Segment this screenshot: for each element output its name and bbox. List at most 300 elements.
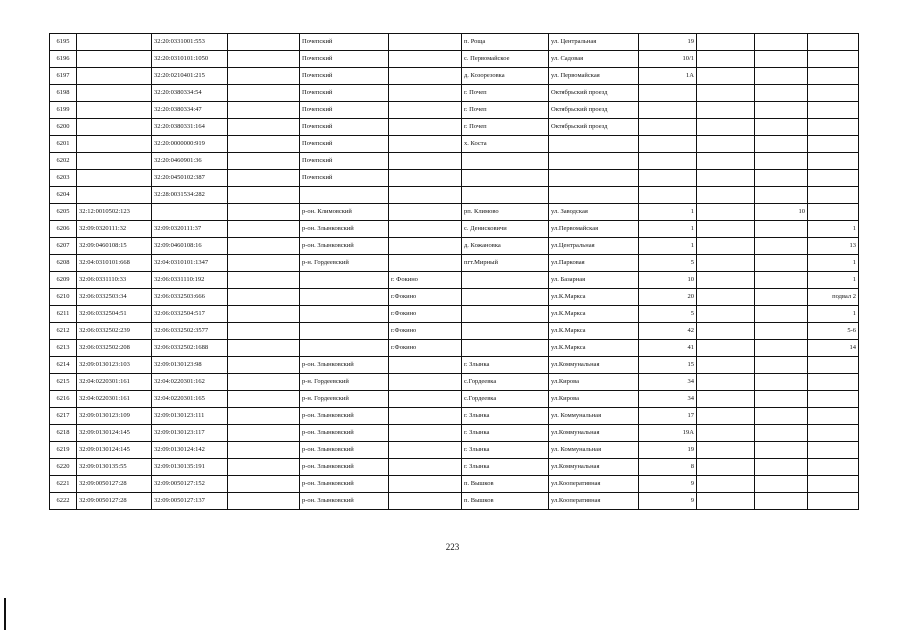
table-row [50,51,859,68]
building-cell [697,459,755,476]
table-row [50,187,859,204]
city-cell [389,408,462,425]
city-cell [389,51,462,68]
settlement-cell: п. Вышков [462,476,549,493]
city-cell [389,68,462,85]
house-number-cell: 10 [639,272,697,289]
house-number-cell [639,170,697,187]
building-cell [697,153,755,170]
district-cell: р-он. Климовский [300,204,389,221]
settlement-cell: с.Гордеевка [462,391,549,408]
city-cell [389,442,462,459]
table-row [50,340,859,357]
table-row [50,153,859,170]
structure-cell [755,34,808,51]
row-number-cell: 6221 [50,476,77,493]
row-number-cell: 6197 [50,68,77,85]
house-number-cell: 5 [639,306,697,323]
house-number-cell [639,85,697,102]
apartment-cell [808,425,859,442]
street-cell: ул. Базарная [549,272,639,289]
row-number-cell: 6212 [50,323,77,340]
street-cell: ул.Коммунальная [549,459,639,476]
structure-cell [755,459,808,476]
city-cell [389,391,462,408]
apartment-cell [808,374,859,391]
empty-cell [228,204,300,221]
district-cell: р-он. Злынковский [300,442,389,459]
empty-cell [228,51,300,68]
street-cell: ул. Заводская [549,204,639,221]
empty-cell [228,408,300,425]
table-row [50,425,859,442]
table-row [50,170,859,187]
apartment-cell [808,68,859,85]
street-cell: ул.Кооперативная [549,476,639,493]
settlement-cell [462,170,549,187]
district-cell [300,306,389,323]
empty-cell [228,476,300,493]
row-number-cell: 6219 [50,442,77,459]
table-row [50,323,859,340]
street-cell: ул.К.Маркса [549,323,639,340]
page-number: 223 [445,542,460,552]
cadastral-number-cell: 32:09:0130124:145 [77,425,152,442]
empty-cell [228,306,300,323]
building-cell [697,187,755,204]
district-cell: р-он. Злынковский [300,459,389,476]
street-cell: ул. Первомайская [549,68,639,85]
structure-cell [755,289,808,306]
table-row [50,476,859,493]
house-number-cell [639,102,697,119]
settlement-cell: д. Кожановка [462,238,549,255]
object-cadastral-number-cell: 32:04:0310101:1347 [152,255,228,272]
cadastral-number-cell: 32:06:0332504:51 [77,306,152,323]
city-cell [389,459,462,476]
structure-cell [755,51,808,68]
district-cell: Почепский [300,85,389,102]
city-cell: г. Фокино [389,272,462,289]
house-number-cell: 1 [639,221,697,238]
settlement-cell [462,187,549,204]
table-row [50,255,859,272]
building-cell [697,238,755,255]
apartment-cell: 1 [808,255,859,272]
row-number-cell: 6202 [50,153,77,170]
street-cell: ул. Садовая [549,51,639,68]
district-cell: р-н. Гордеевский [300,374,389,391]
table-row [50,85,859,102]
structure-cell [755,221,808,238]
house-number-cell: 15 [639,357,697,374]
structure-cell [755,272,808,289]
apartment-cell [808,187,859,204]
city-cell [389,357,462,374]
cadastral-number-cell: 32:09:0130123:103 [77,357,152,374]
row-number-cell: 6206 [50,221,77,238]
settlement-cell: г. Почеп [462,85,549,102]
house-number-cell [639,119,697,136]
settlement-cell [462,306,549,323]
object-cadastral-number-cell: 32:09:0130135:191 [152,459,228,476]
empty-cell [228,357,300,374]
empty-cell [228,459,300,476]
settlement-cell: г. Злынка [462,357,549,374]
object-cadastral-number-cell: 32:06:0332503:666 [152,289,228,306]
street-cell: ул.К.Маркса [549,306,639,323]
object-cadastral-number-cell: 32:28:0031534:282 [152,187,228,204]
city-cell [389,374,462,391]
structure-cell [755,340,808,357]
row-number-cell: 6196 [50,51,77,68]
settlement-cell: г. Злынка [462,425,549,442]
street-cell: ул.Парковая [549,255,639,272]
district-cell: р-он. Злынковский [300,476,389,493]
structure-cell [755,102,808,119]
apartment-cell [808,85,859,102]
street-cell: ул.Кирова [549,391,639,408]
cadastral-number-cell: 32:06:0331110:33 [77,272,152,289]
row-number-cell: 6205 [50,204,77,221]
table-row [50,119,859,136]
district-cell: Почепский [300,153,389,170]
empty-cell [228,425,300,442]
settlement-cell: с. Первомайское [462,51,549,68]
table-row [50,391,859,408]
empty-cell [228,85,300,102]
city-cell [389,425,462,442]
city-cell [389,136,462,153]
cadastral-number-cell: 32:04:0220301:161 [77,374,152,391]
cadastral-number-cell: 32:09:0130135:55 [77,459,152,476]
apartment-cell [808,119,859,136]
apartment-cell: 1 [808,306,859,323]
district-cell: Почепский [300,68,389,85]
apartment-cell [808,51,859,68]
house-number-cell: 17 [639,408,697,425]
street-cell: ул. Коммунальная [549,442,639,459]
table-row [50,221,859,238]
table-row [50,204,859,221]
cadastral-number-cell [77,51,152,68]
structure-cell [755,170,808,187]
city-cell [389,221,462,238]
structure-cell [755,85,808,102]
district-cell: Почепский [300,34,389,51]
house-number-cell: 1 [639,238,697,255]
building-cell [697,323,755,340]
apartment-cell [808,136,859,153]
cadastral-number-cell: 32:09:0320111:32 [77,221,152,238]
house-number-cell: 34 [639,391,697,408]
cadastral-number-cell: 32:04:0310101:668 [77,255,152,272]
house-number-cell: 20 [639,289,697,306]
row-number-cell: 6198 [50,85,77,102]
city-cell [389,476,462,493]
row-number-cell: 6195 [50,34,77,51]
object-cadastral-number-cell: 32:09:0130123:111 [152,408,228,425]
street-cell: Октябрьский проезд [549,119,639,136]
building-cell [697,51,755,68]
structure-cell [755,493,808,510]
row-number-cell: 6207 [50,238,77,255]
house-number-cell: 9 [639,476,697,493]
building-cell [697,34,755,51]
house-number-cell: 34 [639,374,697,391]
structure-cell [755,425,808,442]
empty-cell [228,102,300,119]
table-row [50,442,859,459]
structure-cell [755,323,808,340]
table-row [50,408,859,425]
district-cell: р-он. Злынковский [300,221,389,238]
street-cell [549,170,639,187]
apartment-cell [808,34,859,51]
empty-cell [228,255,300,272]
apartment-cell [808,408,859,425]
structure-cell [755,238,808,255]
table-row [50,374,859,391]
building-cell [697,476,755,493]
district-cell: Почепский [300,136,389,153]
object-cadastral-number-cell: 32:20:0210401:215 [152,68,228,85]
city-cell [389,493,462,510]
structure-cell [755,187,808,204]
structure-cell [755,374,808,391]
settlement-cell [462,153,549,170]
scan-edge-mark [4,598,6,630]
house-number-cell: 1 [639,204,697,221]
city-cell [389,102,462,119]
empty-cell [228,68,300,85]
cadastral-number-cell [77,153,152,170]
object-cadastral-number-cell: 32:20:0310101:1050 [152,51,228,68]
city-cell: г.Фокино [389,306,462,323]
settlement-cell: г. Злынка [462,459,549,476]
cadastral-number-cell: 32:04:0220301:161 [77,391,152,408]
object-cadastral-number-cell: 32:09:0050127:152 [152,476,228,493]
house-number-cell: 19 [639,34,697,51]
table-row [50,136,859,153]
city-cell: г.Фокино [389,340,462,357]
table-row [50,357,859,374]
building-cell [697,374,755,391]
table-row [50,493,859,510]
house-number-cell: 19 [639,442,697,459]
district-cell: р-он. Злынковский [300,493,389,510]
house-number-cell [639,187,697,204]
object-cadastral-number-cell: 32:20:0450102:387 [152,170,228,187]
empty-cell [228,272,300,289]
district-cell [300,340,389,357]
cadastral-number-cell: 32:09:0050127:28 [77,476,152,493]
empty-cell [228,136,300,153]
table-row [50,289,859,306]
house-number-cell: 41 [639,340,697,357]
structure-cell [755,68,808,85]
city-cell: г.Фокино [389,289,462,306]
district-cell: р-он. Злынковский [300,357,389,374]
empty-cell [228,391,300,408]
building-cell [697,442,755,459]
street-cell: ул.Коммунальная [549,357,639,374]
district-cell: р-он. Злынковский [300,408,389,425]
apartment-cell: 5-6 [808,323,859,340]
house-number-cell [639,153,697,170]
object-cadastral-number-cell: 32:09:0130124:142 [152,442,228,459]
district-cell: Почепский [300,102,389,119]
district-cell [300,323,389,340]
street-cell: Октябрьский проезд [549,102,639,119]
apartment-cell [808,357,859,374]
object-cadastral-number-cell: 32:09:0460108:16 [152,238,228,255]
settlement-cell: рп. Климово [462,204,549,221]
row-number-cell: 6214 [50,357,77,374]
settlement-cell [462,323,549,340]
house-number-cell [639,136,697,153]
house-number-cell: 1А [639,68,697,85]
object-cadastral-number-cell: 32:06:0332502:1688 [152,340,228,357]
row-number-cell: 6222 [50,493,77,510]
table-row [50,34,859,51]
street-cell: ул.Кирова [549,374,639,391]
street-cell: ул. Коммунальная [549,408,639,425]
empty-cell [228,493,300,510]
apartment-cell: 1 [808,221,859,238]
table-row [50,102,859,119]
object-cadastral-number-cell: 32:20:0331001:553 [152,34,228,51]
registry-table [49,33,859,510]
table-row [50,306,859,323]
street-cell: ул.Коммунальная [549,425,639,442]
street-cell: ул.К.Маркса [549,340,639,357]
city-cell [389,153,462,170]
row-number-cell: 6220 [50,459,77,476]
empty-cell [228,442,300,459]
apartment-cell [808,476,859,493]
settlement-cell: х. Коста [462,136,549,153]
house-number-cell: 8 [639,459,697,476]
object-cadastral-number-cell: 32:20:0460901:36 [152,153,228,170]
city-cell [389,255,462,272]
empty-cell [228,187,300,204]
district-cell: Почепский [300,51,389,68]
house-number-cell: 19А [639,425,697,442]
building-cell [697,221,755,238]
object-cadastral-number-cell [152,204,228,221]
settlement-cell: г. Злынка [462,442,549,459]
settlement-cell: г. Почеп [462,102,549,119]
table-row [50,459,859,476]
cadastral-number-cell: 32:12:0010502:123 [77,204,152,221]
building-cell [697,357,755,374]
cadastral-number-cell: 32:06:0332502:208 [77,340,152,357]
district-cell: р-он. Злынковский [300,425,389,442]
house-number-cell: 9 [639,493,697,510]
street-cell [549,153,639,170]
cadastral-number-cell: 32:09:0460108:15 [77,238,152,255]
building-cell [697,119,755,136]
row-number-cell: 6216 [50,391,77,408]
city-cell [389,238,462,255]
district-cell [300,272,389,289]
row-number-cell: 6209 [50,272,77,289]
district-cell: Почепский [300,119,389,136]
building-cell [697,425,755,442]
empty-cell [228,323,300,340]
apartment-cell [808,204,859,221]
object-cadastral-number-cell: 32:09:0130123:117 [152,425,228,442]
building-cell [697,272,755,289]
street-cell: ул.Центральная [549,238,639,255]
house-number-cell: 10/1 [639,51,697,68]
house-number-cell: 5 [639,255,697,272]
object-cadastral-number-cell: 32:06:0332502:3577 [152,323,228,340]
empty-cell [228,221,300,238]
empty-cell [228,119,300,136]
apartment-cell: 13 [808,238,859,255]
object-cadastral-number-cell: 32:20:0000000:919 [152,136,228,153]
building-cell [697,391,755,408]
cadastral-number-cell [77,170,152,187]
structure-cell [755,306,808,323]
building-cell [697,85,755,102]
street-cell: ул.Первомайская [549,221,639,238]
empty-cell [228,153,300,170]
object-cadastral-number-cell: 32:04:0220301:165 [152,391,228,408]
object-cadastral-number-cell: 32:09:0130123:98 [152,357,228,374]
table-row [50,272,859,289]
object-cadastral-number-cell: 32:20:0380334:54 [152,85,228,102]
cadastral-number-cell: 32:09:0130124:145 [77,442,152,459]
settlement-cell [462,340,549,357]
row-number-cell: 6217 [50,408,77,425]
structure-cell [755,357,808,374]
settlement-cell: г. Почеп [462,119,549,136]
table-row [50,68,859,85]
empty-cell [228,289,300,306]
building-cell [697,306,755,323]
cadastral-number-cell [77,85,152,102]
apartment-cell [808,391,859,408]
building-cell [697,204,755,221]
structure-cell [755,391,808,408]
settlement-cell: с. Денисковичи [462,221,549,238]
apartment-cell [808,493,859,510]
structure-cell [755,153,808,170]
district-cell: р-н. Гордеевский [300,255,389,272]
settlement-cell: д. Козорезовка [462,68,549,85]
row-number-cell: 6199 [50,102,77,119]
cadastral-number-cell: 32:09:0050127:28 [77,493,152,510]
structure-cell: 10 [755,204,808,221]
district-cell [300,187,389,204]
building-cell [697,170,755,187]
structure-cell [755,136,808,153]
apartment-cell [808,153,859,170]
object-cadastral-number-cell: 32:09:0050127:137 [152,493,228,510]
object-cadastral-number-cell: 32:06:0331110:192 [152,272,228,289]
street-cell [549,187,639,204]
district-cell: Почепский [300,170,389,187]
building-cell [697,493,755,510]
city-cell [389,204,462,221]
city-cell [389,85,462,102]
settlement-cell [462,289,549,306]
settlement-cell: п. Роща [462,34,549,51]
empty-cell [228,340,300,357]
